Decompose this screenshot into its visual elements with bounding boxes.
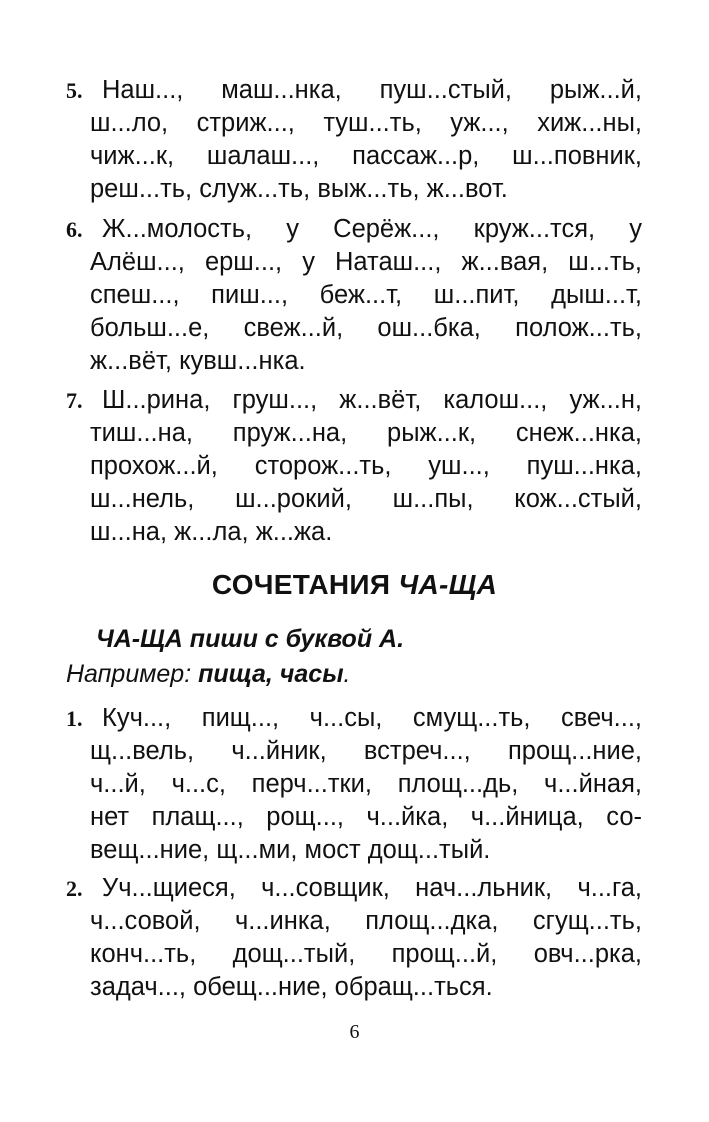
exercise-line: Уч...щиеся, ч...совщик, нач...льник, ч...га, (102, 874, 642, 902)
exercise-number: 6. (66, 217, 83, 242)
rule-example (66, 660, 351, 689)
example-suffix: . (343, 660, 351, 688)
exercise-line: тиш...на, пруж...на, рыж...к, снеж...нка, (90, 419, 642, 447)
exercise-line: щ...вель, ч...йник, встреч..., прощ...ние, (90, 737, 642, 765)
exercise-line: ш...нель, ш...рокий, ш...пы, кож...стый, (90, 485, 642, 513)
exercise-line: чиж...к, шалаш..., пассаж...р, ш...повник, (90, 142, 642, 170)
exercise-line: конч...ть, дощ...тый, прощ...й, овч...рка, (90, 940, 642, 968)
exercise-line: нет плащ..., рощ..., ч...йка, ч...йница, со- (90, 803, 642, 831)
exercise-line: Алёш..., ерш..., у Наташ..., ж...вая, ш...ть, (90, 248, 642, 276)
exercise-number: 2. (66, 876, 83, 901)
exercise-5 (66, 74, 642, 206)
spelling-rule: ЧА-ЩА пиши с буквой А. (96, 625, 405, 653)
example-words: пища, часы (198, 660, 344, 688)
exercise-line: задач..., обещ...ние, обращ...ться. (90, 973, 493, 1001)
exercise-line: Ш...рина, груш..., ж...вёт, калош..., уж...н, (102, 386, 642, 414)
exercise-7 (66, 384, 642, 549)
section-heading-italic: ЧА-ЩА (398, 569, 498, 600)
exercise-line: ж...вёт, кувш...нка. (90, 347, 306, 375)
exercise-line: Наш..., маш...нка, пуш...стый, рыж...й, (102, 76, 642, 104)
page-number: 6 (349, 1021, 360, 1043)
exercise-2 (66, 872, 642, 1004)
section-heading-plain: СОЧЕТАНИЯ (211, 569, 399, 600)
exercise-line: ш...на, ж...ла, ж...жа. (90, 518, 333, 546)
exercise-line: вещ...ние, щ...ми, мост дощ...тый. (90, 836, 491, 864)
section-heading (0, 569, 709, 601)
exercise-line: Ж...молость, у Серёж..., круж...тся, у (102, 215, 642, 243)
exercise-line: ш...ло, стриж..., туш...ть, уж..., хиж...ны, (90, 109, 642, 137)
exercise-1 (66, 702, 642, 867)
exercise-line: реш...ть, служ...ть, выж...ть, ж...вот. (90, 175, 508, 203)
exercise-number: 1. (66, 706, 83, 731)
exercise-number: 7. (66, 388, 83, 413)
exercise-6 (66, 213, 642, 378)
exercise-line: больш...е, свеж...й, ош...бка, полож...ть, (90, 314, 642, 342)
exercise-line: ч...й, ч...с, перч...тки, площ...дь, ч...йная, (90, 770, 642, 798)
exercise-line: спеш..., пиш..., беж...т, ш...пит, дыш...т, (90, 281, 642, 309)
exercise-line: прохож...й, сторож...ть, уш..., пуш...нка, (90, 452, 642, 480)
example-prefix: Например: (66, 660, 199, 688)
exercise-number: 5. (66, 78, 83, 103)
exercise-line: ч...совой, ч...инка, площ...дка, сгущ...ть, (90, 907, 642, 935)
exercise-line: Куч..., пищ..., ч...сы, смущ...ть, свеч..., (102, 704, 642, 732)
